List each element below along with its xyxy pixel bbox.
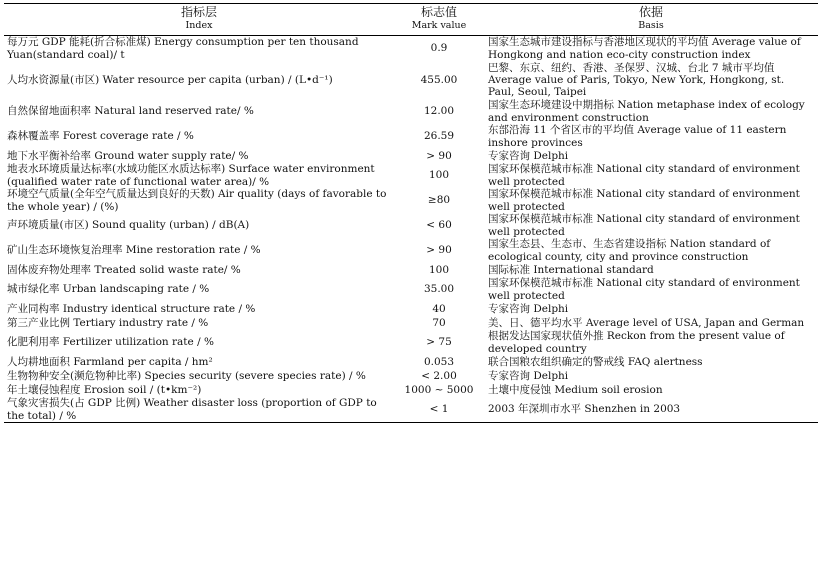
header-index-zh: 指标层 <box>180 5 217 19</box>
table-row <box>4 302 818 316</box>
header-value-zh: 标志值 <box>420 5 457 19</box>
basis-cell: 2003 年深圳市水平 Shenzhen in 2003 <box>484 397 818 423</box>
mark-value-cell: 1000 ~ 5000 <box>404 383 474 396</box>
index-cell: 地表水环境质量达标率(水域功能区水质达标率) Surface water environment (qualified water rate of functional water area)/ % <box>7 163 375 188</box>
table-row <box>4 36 818 62</box>
table-row <box>4 149 818 163</box>
basis-cell: 国家环保模范城市标准 National city standard of environment well protected <box>488 213 800 238</box>
table-row <box>4 383 818 397</box>
table-row <box>4 330 818 355</box>
index-cell: 化肥利用率 Fertilizer utilization rate / % <box>7 336 214 349</box>
mark-value-cell: 40 <box>432 302 446 315</box>
table-row <box>4 263 818 277</box>
basis-cell: 国家环保模范城市标准 National city standard of environment well protected <box>488 277 800 302</box>
index-cell: 生物物种安全(濒危物种比率) Species security (severe species rate) / % <box>7 369 366 382</box>
mark-value-cell: 12.00 <box>423 105 455 118</box>
table-row <box>4 99 818 124</box>
basis-cell: 美、日、德平均水平 Average level of USA, Japan and German <box>488 316 805 329</box>
mark-value-cell: < 60 <box>426 219 452 232</box>
basis-cell: 土壤中度侵蚀 Medium soil erosion <box>488 383 663 396</box>
mark-value-cell: < 1 <box>394 397 484 423</box>
mark-value-cell: 0.053 <box>423 355 455 368</box>
table-body <box>4 36 818 423</box>
mark-value-cell: 455.00 <box>420 73 458 86</box>
header-index-en: Index <box>185 20 213 31</box>
header-index <box>4 4 394 36</box>
index-cell: 固体废弃物处理率 Treated solid waste rate/ % <box>7 263 241 276</box>
index-cell: 年土壤侵蚀程度 Erosion soil / (t•km⁻²) <box>7 383 202 396</box>
index-cell: 气象灾害损失(占 GDP 比例) Weather disaster loss (proportion of GDP to the total) / % <box>4 397 394 423</box>
indicator-table <box>4 3 818 423</box>
mark-value-cell: > 90 <box>426 149 452 162</box>
mark-value-cell: > 75 <box>426 336 452 349</box>
index-cell: 环境空气质量(全年空气质量达到良好的天数) Air quality (days of favorable to the whole year) / (%) <box>7 188 387 213</box>
index-cell: 地下水平衡补给率 Ground water supply rate/ % <box>7 149 249 162</box>
basis-cell: 国家环保模范城市标准 National city standard of environment well protected <box>488 188 800 213</box>
table-row <box>4 188 818 213</box>
mark-value-cell: 70 <box>432 316 446 329</box>
mark-value-cell: > 90 <box>426 244 452 257</box>
mark-value-cell: 100 <box>428 263 450 276</box>
index-cell: 声环境质量(市区) Sound quality (urban) / dB(A) <box>7 219 250 232</box>
table-row <box>4 213 818 238</box>
header-basis <box>484 4 818 36</box>
basis-cell: 国家环保模范城市标准 National city standard of environment well protected <box>488 163 800 188</box>
table-row <box>4 61 818 99</box>
mark-value-cell: 26.59 <box>423 130 455 143</box>
table-row <box>4 355 818 369</box>
basis-cell: 联合国粮农组织确定的警戒线 FAQ alertness <box>488 355 703 368</box>
index-cell: 自然保留地面积率 Natural land reserved rate/ % <box>7 105 254 118</box>
index-cell: 产业同构率 Industry identical structure rate / % <box>7 302 256 315</box>
basis-cell: 国家生态城市建设指标与香港地区现状的平均值 Average value of Hongkong and nation eco-city construction index <box>488 36 801 61</box>
basis-cell: 国家生态环境建设中期指标 Nation metaphase index of ecology and environment construction <box>488 99 805 124</box>
header-basis-zh: 依据 <box>638 5 663 19</box>
mark-value-cell: 100 <box>428 169 450 182</box>
table-row <box>4 316 818 330</box>
table-row <box>4 369 818 383</box>
mark-value-cell: ≥80 <box>427 194 451 207</box>
table-header <box>4 4 818 36</box>
basis-cell: 巴黎、东京、纽约、香港、圣保罗、汉城、台北 7 城市平均值 Average value of Paris, Tokyo, New York, Hongkong, st. Paul, Seoul, Taipei <box>488 61 785 99</box>
basis-cell: 专家咨询 Delphi <box>488 149 569 162</box>
header-mark-value <box>394 4 484 36</box>
table-row <box>4 238 818 263</box>
index-cell: 城市绿化率 Urban landscaping rate / % <box>7 283 210 296</box>
table-row <box>4 163 818 188</box>
mark-value-cell: < 2.00 <box>421 369 457 382</box>
basis-cell: 专家咨询 Delphi <box>488 302 569 315</box>
basis-cell: 国际标准 International standard <box>488 263 654 276</box>
header-row <box>4 4 818 36</box>
basis-cell: 根据发达国家现状值外推 Reckon from the present value of developed country <box>488 330 785 355</box>
mark-value-cell: 0.9 <box>430 42 448 55</box>
header-value-en: Mark value <box>411 20 467 31</box>
basis-cell: 国家生态县、生态市、生态省建设指标 Nation standard of ecological county, city and province construction <box>488 238 771 263</box>
index-cell: 森林覆盖率 Forest coverage rate / % <box>7 130 194 143</box>
table-row <box>4 277 818 302</box>
basis-cell: 东部沿海 11 个省区市的平均值 Average value of 11 eastern inshore provinces <box>488 124 787 149</box>
basis-cell: 专家咨询 Delphi <box>488 369 569 382</box>
index-cell: 人均耕地面积 Farmland per capita / hm² <box>7 355 213 368</box>
index-cell: 矿山生态环境恢复治理率 Mine restoration rate / % <box>7 244 261 257</box>
mark-value-cell: 35.00 <box>423 283 455 296</box>
index-cell: 人均水资源量(市区) Water resource per capita (urban) / (L•d⁻¹) <box>7 73 333 86</box>
table-row <box>4 397 818 423</box>
header-basis-en: Basis <box>638 20 664 31</box>
index-cell: 每万元 GDP 能耗(折合标准煤) Energy consumption per ten thousand Yuan(standard coal)/ t <box>7 36 359 61</box>
table-row <box>4 124 818 149</box>
index-cell: 第三产业比例 Tertiary industry rate / % <box>7 316 209 329</box>
